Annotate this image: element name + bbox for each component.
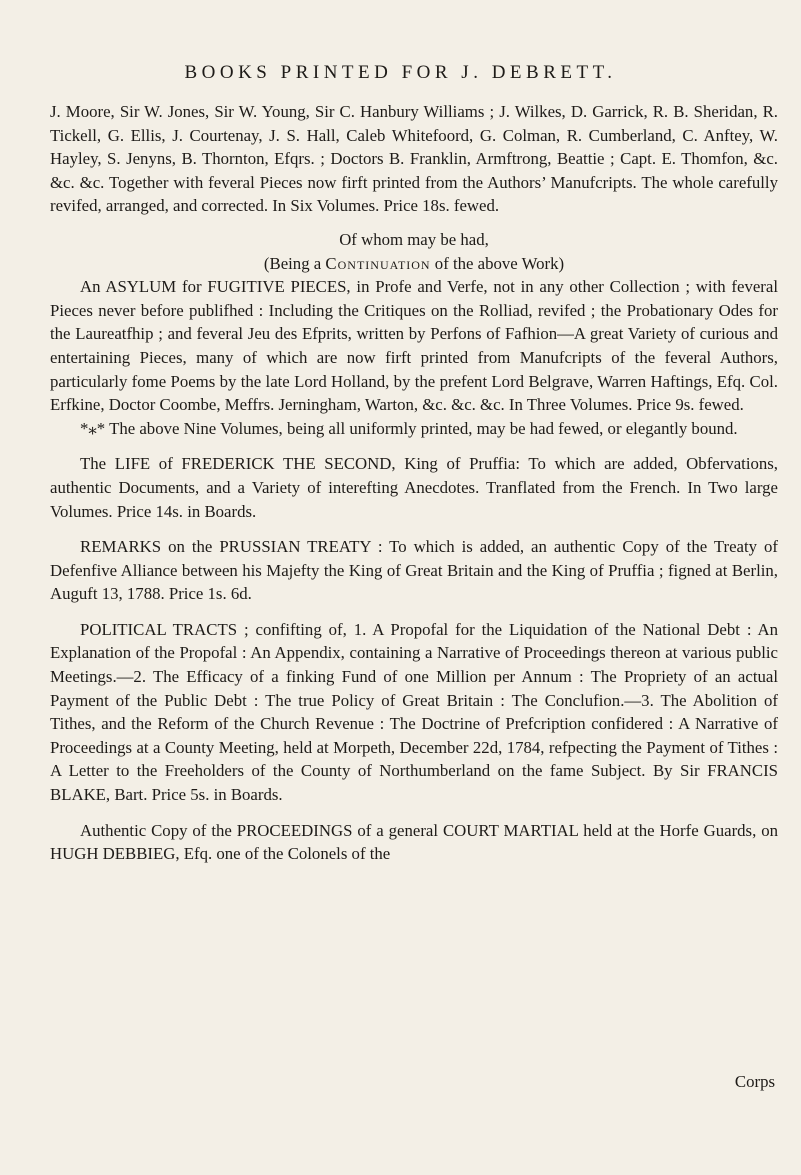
remarks-entry: REMARKS on the PRUSSIAN TREATY : To which is added, an authentic Copy of the Treaty of Defenfive Alliance between his Majefty the King of Great Britain and the King of Pruffia ; figned at Berlin, Auguft 13, 1788. Price 1s. 6d.	[50, 537, 778, 604]
court-martial-entry: Authentic Copy of the PROCEEDINGS of a general COURT MARTIAL held at the Horfe Guards, on HUGH DEBBIEG, Efq. one of the Colonels of the	[50, 820, 778, 864]
nine-volumes-note: *⁎* The above Nine Volumes, being all uniformly printed, may be had fewed, or elegantly bound.	[80, 418, 738, 438]
continuation-prefix: (Being a	[263, 253, 326, 273]
continuation-word: Continuation	[325, 253, 431, 273]
frederick-entry: The LIFE of FREDERICK THE SECOND, King of Pruffia: To which are added, Obfervations, authentic Documents, and a Variety of interefting Anecdotes. Tranflated from the French. In Two large Volumes. Price 14s. in Boards.	[50, 454, 778, 521]
authors-paragraph: J. Moore, Sir W. Jones, Sir W. Young, Sir C. Hanbury Williams ; J. Wilkes, D. Garrick, R. B. Sheridan, R. Tickell, G. Ellis, J. Courtenay, J. S. Hall, Caleb Whitefoord, G. Colman, R. Cumberland, C. Anftey, W. Hayley, S. Jenyns, B. Thornton, Efqrs. ; Doctors B. Franklin, Armftrong, Beattie ; Capt. E. Thomfon, &c. &c. &c. Together with feveral Pieces now firft printed from the Authors’ Manufcripts. The whole carefully revifed, arranged, and corrected. In Six Volumes. Price 18s. fewed.	[50, 102, 778, 216]
continuation-line	[50, 252, 778, 276]
catchword: Corps	[734, 1072, 775, 1091]
running-header: BOOKS PRINTED FOR J. DEBRETT.	[184, 62, 617, 83]
asylum-entry: An ASYLUM for FUGITIVE PIECES, in Profe and Verfe, not in any other Collection ; with feveral Pieces never before publifhed : Including the Critiques on the Rolliad, revifed ; the Probationary Odes for the Laureatfhip ; and feveral Jeu des Efprits, written by Perfons of Fafhion—A great Variety of curious and entertaining Pieces, many of which are now firft printed from Manufcripts of the feveral Authors, particularly fome Poems by the late Lord Holland, by the prefent Lord Belgrave, Warren Haftings, Efq. Col. Erfkine, Doctor Coombe, Meffrs. Jerningham, Warton, &c. &c. &c. In Three Volumes. Price 9s. fewed.	[50, 277, 778, 415]
advertisement-text	[50, 100, 778, 866]
continuation-suffix: of the above Work)	[430, 253, 565, 273]
political-tracts-entry: POLITICAL TRACTS ; confifting of, 1. A Propofal for the Liquidation of the National Debt : An Explanation of the Propofal : An Appendix, containing a Narrative of Proceedings thereon at various public Meetings.—2. The Efficacy of a finking Fund of one Million per Annum : The Propriety of an actual Payment of the Public Debt : The true Policy of Great Britain : The Conclufion.—3. The Abolition of Tithes, and the Reform of the Church Revenue : The Doctrine of Prefcription confidered : A Narrative of Proceedings at a County Meeting, held at Morpeth, December 22d, 1784, refpecting the Payment of Tithes : A Letter to the Freeholders of the County of Northumberland on the fame Subject. By Sir FRANCIS BLAKE, Bart. Price 5s. in Boards.	[50, 619, 778, 805]
of-whom-line: Of whom may be had,	[339, 229, 489, 249]
